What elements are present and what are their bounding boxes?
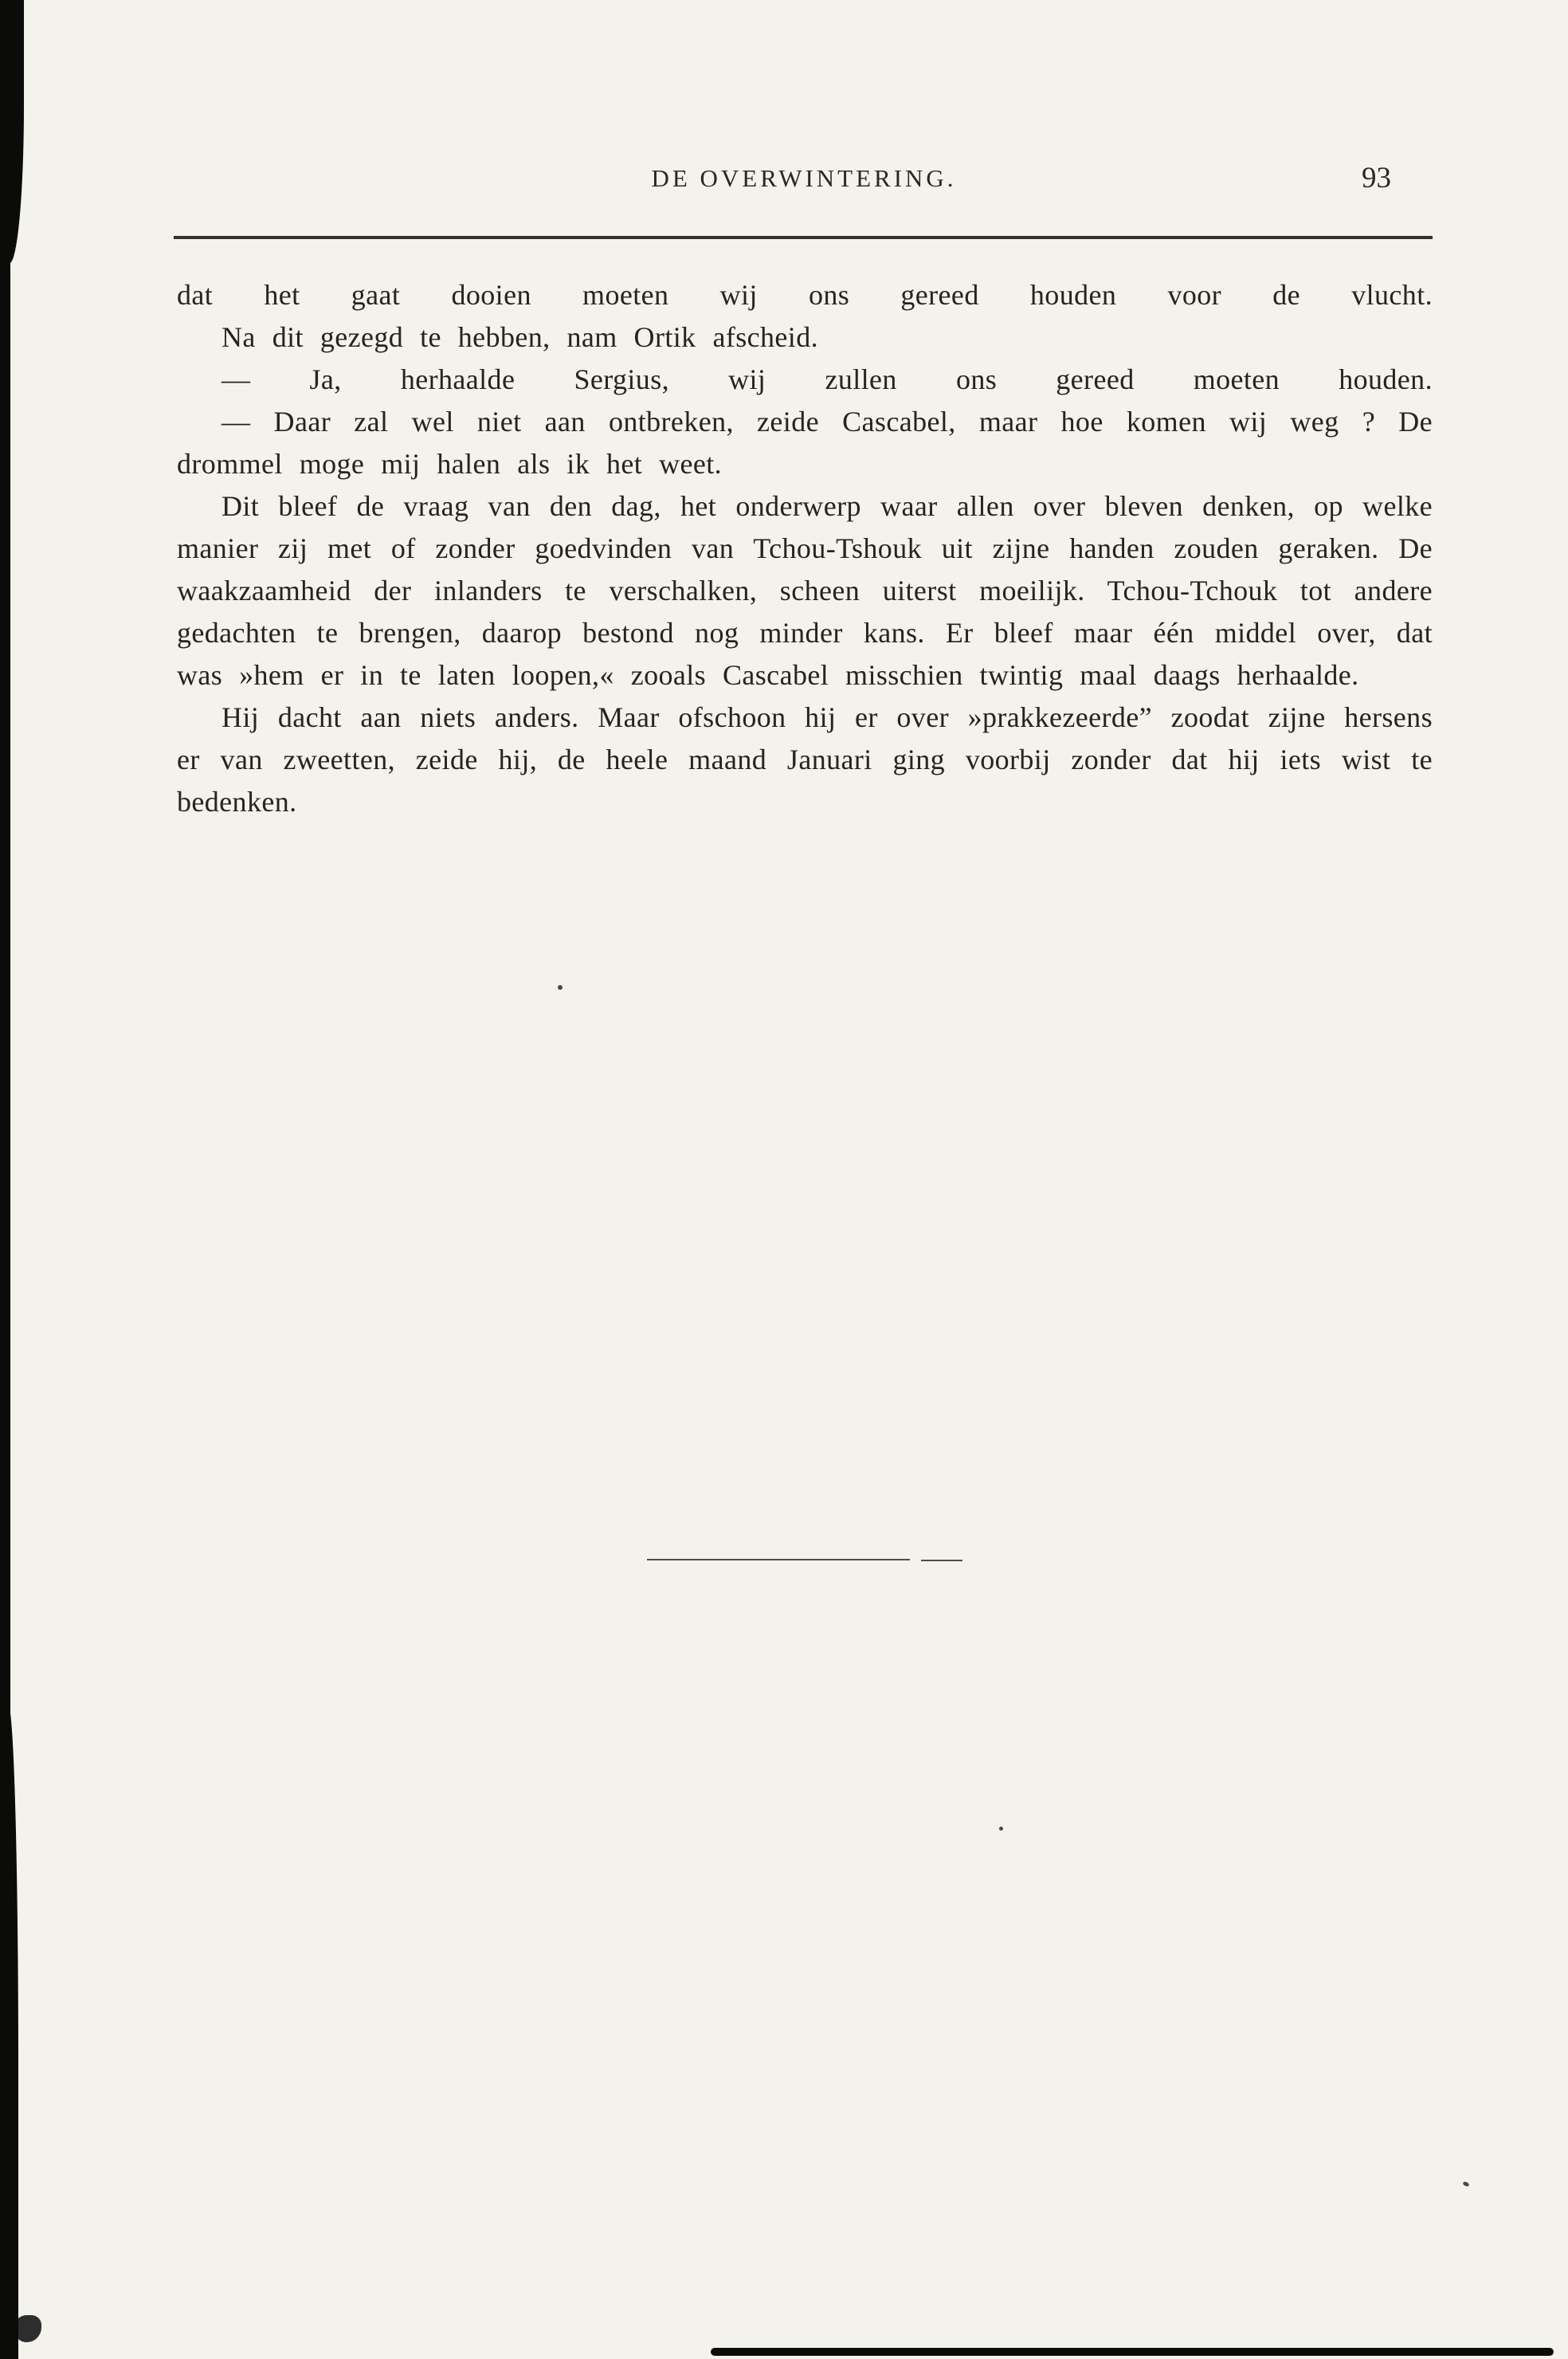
header-rule	[174, 236, 1433, 239]
scan-speck	[1462, 2181, 1469, 2188]
scan-artifact-corner-blot	[14, 2315, 41, 2342]
page-header	[175, 164, 1433, 206]
paragraph: Na dit gezegd te hebben, nam Ortik afscheid.	[221, 321, 818, 353]
section-divider	[647, 1559, 962, 1561]
paragraph: Hij dacht aan niets anders. Maar ofschoon hij er over »prakkezeerde” zoodat zijne hersens er van zweetten, zeide hij, de heele maand Januari ging voorbij zonder dat hij iets wist te bedenken.	[177, 701, 1433, 818]
paragraph-dialogue: — Daar zal wel niet aan ontbreken, zeide Cascabel, maar hoe komen wij weg ? De drommel moge mij halen als ik het weet.	[177, 406, 1433, 480]
scan-artifact-left-edge-top	[0, 0, 24, 263]
scan-artifact-left-edge-bottom	[0, 1705, 18, 2359]
running-title: DE OVERWINTERING.	[651, 164, 957, 192]
paragraph-dialogue: — Ja, herhaalde Sergius, wij zullen ons gereed moeten houden.	[221, 363, 1433, 395]
text-block	[177, 274, 1433, 823]
scan-speck	[558, 985, 563, 990]
scan-speck	[999, 1827, 1003, 1831]
section-divider-segment	[921, 1560, 962, 1561]
page-number: 93	[1362, 162, 1391, 194]
paragraph: Dit bleef de vraag van den dag, het onderwerp waar allen over bleven denken, op welke manier zij met of zonder goedvinden van Tchou-Tshouk uit zijne handen zouden geraken. De waakzaamheid der inlanders te verschalken, scheen uiterst moeilijk. Tchou-Tchouk tot andere gedachten te brengen, daarop bestond nog minder kans. Er bleef maar één middel over, dat was »hem er in te laten loopen,« zooals Cascabel misschien twintig maal daags herhaalde.	[177, 490, 1433, 691]
scan-artifact-bottom-streak	[711, 2348, 1554, 2356]
section-divider-segment	[647, 1559, 910, 1560]
paragraph-continuation: dat het gaat dooien moeten wij ons gereed houden voor de vlucht.	[177, 279, 1433, 311]
